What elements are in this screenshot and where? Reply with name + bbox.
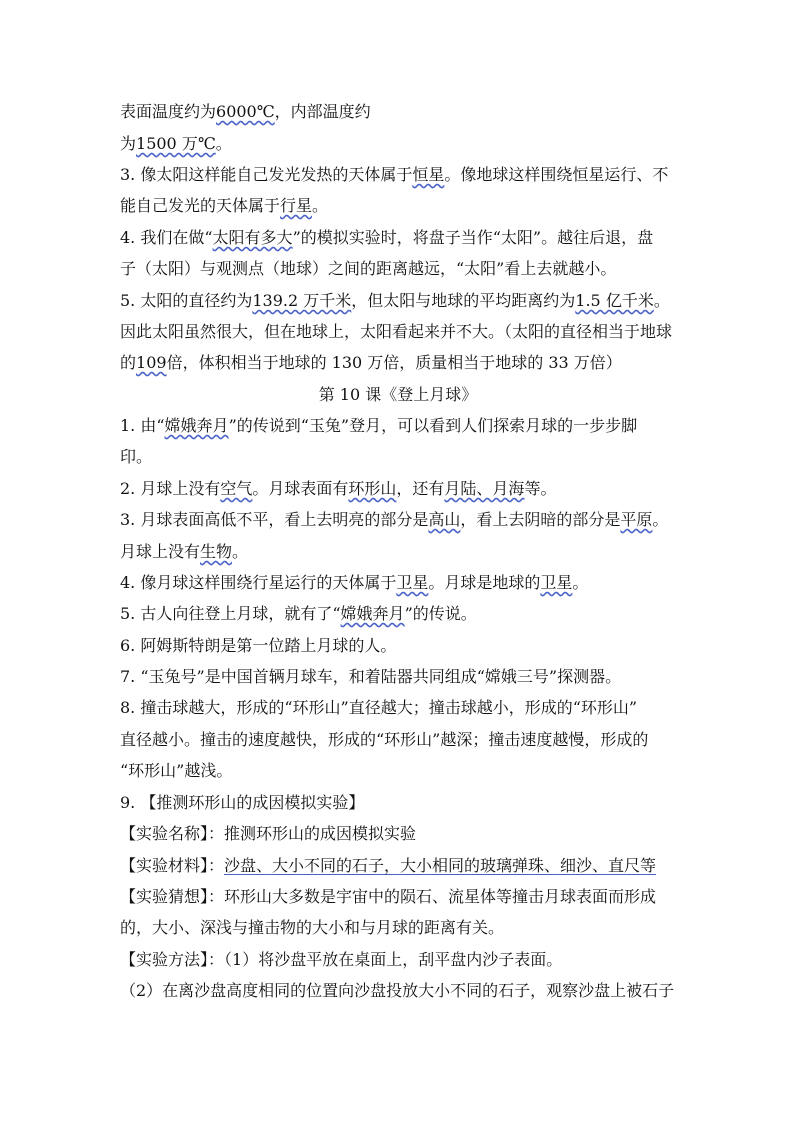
text: 印。: [120, 447, 153, 466]
text: 能自己发光的天体属于: [120, 196, 281, 215]
moon-item-6: 6. 阿姆斯特朗是第一位踏上月球的人。: [120, 636, 397, 655]
sun-item-4-line-2: [120, 258, 616, 280]
label: 【实验方法】: [120, 950, 209, 969]
answer-satellite: 卫星: [396, 573, 429, 592]
text: ：: [208, 856, 225, 875]
text: 。像地球这样围绕恒星运行、不: [444, 165, 669, 184]
moon-item-5: [120, 603, 477, 625]
answer-sun-diameter: 139.2 万千米: [252, 291, 352, 310]
moon-item-8-line-3: “环形山”越浅。: [120, 761, 233, 780]
answer-crater: 环形山: [348, 479, 397, 498]
answer-legend-2: 嫦娥奔月: [340, 604, 405, 623]
answer-air: 空气: [220, 479, 253, 498]
answer-experiment-name: 太阳有多大: [212, 228, 293, 247]
text: 4. 我们在做“: [120, 228, 213, 247]
experiment-hypothesis-line-2: 的，大小、深浅与撞击物的大小和与月球的距离有关。: [120, 918, 505, 937]
temp-line-1: [120, 101, 371, 123]
moon-item-2: [120, 478, 556, 500]
text: 因此太阳虽然很大，但在地球上，太阳看起来并不大。（太阳的直径相当于地球: [120, 322, 673, 341]
moon-item-1-line-2: [120, 446, 152, 468]
label: 【实验名称】: [120, 824, 209, 843]
text: 。: [653, 291, 670, 310]
text: 。: [312, 196, 329, 215]
text: ，还有: [396, 479, 445, 498]
text: 。: [215, 134, 232, 153]
text: ”的传说。: [404, 604, 477, 623]
label: 【实验猜想】: [120, 887, 209, 906]
label: 【实验材料】: [120, 856, 209, 875]
text: 。月球表面有: [252, 479, 349, 498]
sun-item-4-line-1: [120, 227, 653, 249]
answer-multiple: 109: [136, 353, 167, 372]
moon-item-1-line-1: [120, 415, 637, 437]
text: ，但太阳与地球的平均距离约为: [351, 291, 576, 310]
answer-core-temp: 1500 万℃: [136, 134, 216, 153]
text: 等。: [524, 479, 557, 498]
answer-life: 生物: [200, 542, 233, 561]
text: 3. 月球表面高低不平，看上去明亮的部分是: [120, 510, 429, 529]
text: 月球上没有: [120, 542, 201, 561]
text: 。: [572, 573, 589, 592]
experiment-method-line-2: （2）在离沙盘高度相同的位置向沙盘投放大小不同的石子，观察沙盘上被石子: [120, 981, 675, 1000]
answer-plain: 平原: [620, 510, 653, 529]
answer-satellite-2: 卫星: [540, 573, 573, 592]
answer-legend: 嫦娥奔月: [164, 416, 229, 435]
value: ：（1）将沙盘平放在桌面上，刮平盘内沙子表面。: [208, 950, 563, 969]
moon-item-8-line-1: 8. 撞击球越大，形成的“环形山”直径越大；撞击球越小，形成的“环形山”: [120, 698, 638, 717]
sun-item-5-line-1: [120, 290, 670, 312]
moon-item-9-heading: 9. 【推测环形山的成因模拟实验】: [120, 793, 365, 812]
text: 的: [120, 353, 137, 372]
text: ，看上去阴暗的部分是: [460, 510, 621, 529]
text: 4. 像月球这样围绕行星运行的天体属于: [120, 573, 397, 592]
temp-line-2: [120, 133, 232, 155]
text: 。: [232, 542, 249, 561]
moon-item-3-line-2: [120, 541, 248, 563]
answer-sun-distance: 1.5 亿千米: [575, 291, 654, 310]
text: ”的传说到“玉兔”登月，可以看到人们探索月球的一步步脚: [228, 416, 638, 435]
value: ：推测环形山的成因模拟实验: [208, 824, 417, 843]
sun-item-3-line-2: [120, 195, 328, 217]
experiment-hypothesis-line-1: [120, 886, 656, 908]
sun-item-5-line-3: [120, 352, 622, 374]
text: 。: [652, 510, 669, 529]
text: 。月球是地球的: [428, 573, 541, 592]
text: 子（太阳）与观测点（地球）之间的距离越远，“太阳”看上去就越小。: [120, 259, 617, 278]
text: 倍，体积相当于地球的 130 万倍，质量相当于地球的 33 万倍）: [166, 353, 622, 372]
sun-item-3-line-1: [120, 164, 668, 186]
answer-lands-seas: 月陆、月海: [444, 479, 525, 498]
text: 5. 太阳的直径约为: [120, 291, 253, 310]
text: 1. 由“: [120, 416, 165, 435]
experiment-name: [120, 823, 416, 845]
answer-star: 恒星: [412, 165, 445, 184]
text: 为: [120, 134, 137, 153]
answer-mountain: 高山: [428, 510, 461, 529]
moon-item-3-line-1: [120, 509, 668, 531]
moon-item-4: [120, 572, 588, 594]
answer-surface-temp: 6000℃: [216, 102, 275, 121]
answer-planet: 行星: [280, 196, 313, 215]
moon-item-8-line-2: 直径越小。撞击的速度越快，形成的“环形山”越深；撞击速度越慢，形成的: [120, 730, 649, 749]
text: 5. 古人向往登上月球，就有了“: [120, 604, 341, 623]
experiment-method-line-1: [120, 949, 562, 971]
text: 3. 像太阳这样能自己发光发热的天体属于: [120, 165, 413, 184]
experiment-materials: [120, 855, 656, 877]
moon-item-7: 7. “玉兔号”是中国首辆月球车，和着陆器共同组成“嫦娥三号”探测器。: [120, 667, 622, 686]
sun-item-5-line-2: [120, 321, 672, 343]
value: 沙盘、大小不同的石子，大小相同的玻璃弹珠、细沙、直尺等: [224, 856, 657, 875]
lesson-title: 第 10 课《登上月球》: [318, 385, 478, 404]
text: ，内部温度约: [274, 102, 371, 121]
text: ”的模拟实验时，将盘子当作“太阳”。越往后退，盘: [292, 228, 654, 247]
text: 2. 月球上没有: [120, 479, 221, 498]
text: 表面温度约为: [120, 102, 217, 121]
value: ：环形山大多数是宇宙中的陨石、流星体等撞击月球表面而形成: [208, 887, 657, 906]
